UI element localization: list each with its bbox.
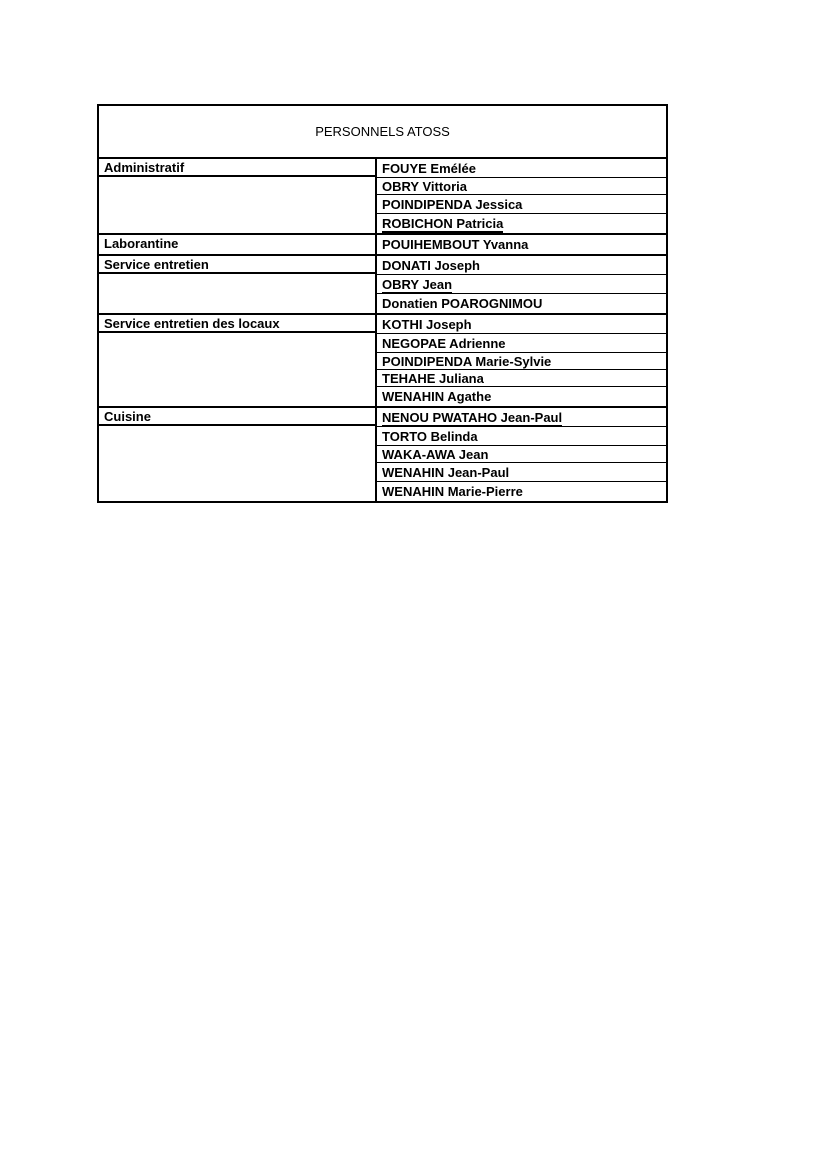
department-group-administratif [99,159,666,235]
staff-name: OBRY Vittoria [377,178,666,195]
department-label: Administratif [99,159,375,177]
staff-name: NEGOPAE Adrienne [377,334,666,353]
staff-list [377,235,666,254]
staff-name: TORTO Belinda [377,427,666,446]
department-group-service-entretien-des-locaux [99,315,666,408]
staff-name: WENAHIN Agathe [382,389,492,404]
department-group-cuisine [99,408,666,501]
staff-name: Donatien POAROGNIMOU [382,296,543,311]
staff-name: DONATI Joseph [377,256,666,275]
department-label: Cuisine [99,408,375,426]
table-title: PERSONNELS ATOSS [99,106,666,159]
department-label: Service entretien des locaux [99,315,375,333]
staff-list [377,256,666,313]
staff-table [97,104,668,503]
department-group-service-entretien [99,256,666,315]
staff-list [377,408,666,501]
staff-list [377,159,666,233]
staff-name: OBRY Jean [377,275,666,294]
department-label: Service entretien [99,256,375,274]
staff-name: WENAHIN Marie-Pierre [382,484,523,499]
department-cell [99,408,377,501]
department-cell [99,159,377,233]
staff-name: FOUYE Emélée [377,159,666,178]
staff-list [377,315,666,406]
staff-name: KOTHI Joseph [377,315,666,334]
staff-name: NENOU PWATAHO Jean-Paul [377,408,666,427]
department-label: Laborantine [104,236,179,251]
staff-name: POINDIPENDA Marie-Sylvie [377,353,666,370]
staff-name: TEHAHE Juliana [377,370,666,387]
department-cell [99,315,377,406]
department-group-laborantine [99,235,666,256]
staff-name: POUIHEMBOUT Yvanna [382,237,529,252]
department-cell [99,256,377,313]
staff-name: ROBICHON Patricia [382,216,504,231]
staff-name: POINDIPENDA Jessica [377,195,666,214]
department-cell [99,235,377,254]
staff-name: WAKA-AWA Jean [377,446,666,463]
staff-name: WENAHIN Jean-Paul [377,463,666,482]
